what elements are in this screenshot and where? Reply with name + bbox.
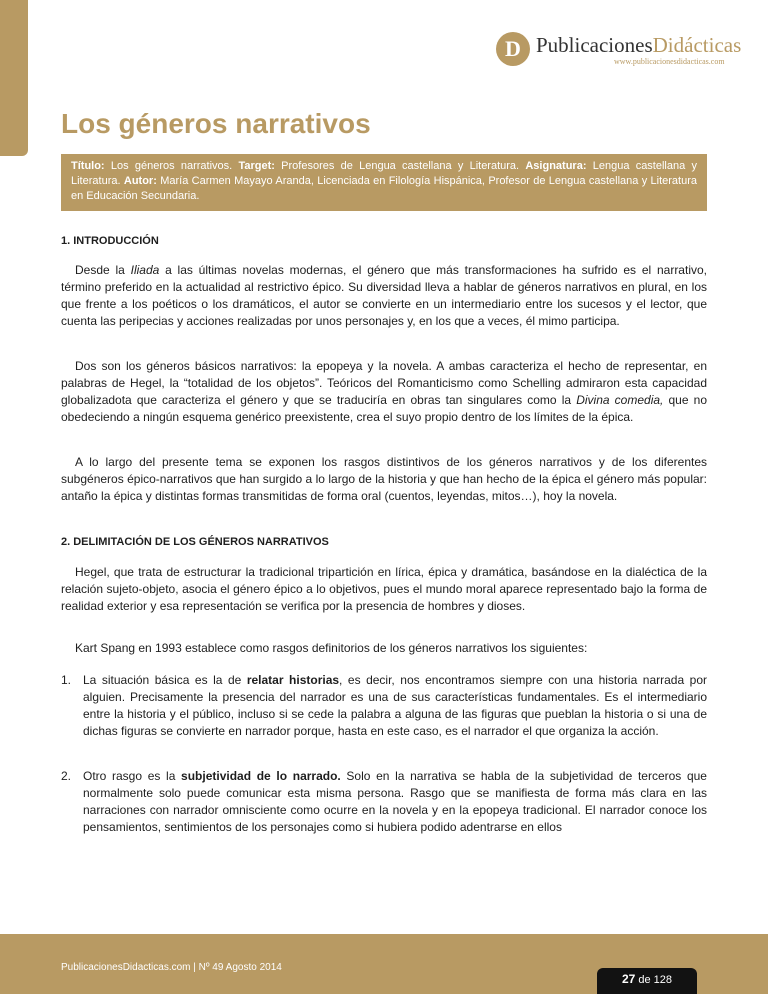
list-number: 1.: [61, 673, 72, 687]
side-tab-decoration: [0, 0, 28, 156]
list-item: [61, 768, 707, 836]
asignatura-label: Asignatura:: [525, 160, 587, 172]
publisher-logo: [496, 30, 742, 72]
target-label: Target:: [238, 160, 275, 172]
section-heading-delimitacion: 2. DELIMITACIÓN DE LOS GÉNEROS NARRATIVOS: [61, 536, 329, 548]
paragraph: Hegel, que trata de estructurar la tradicional tripartición en lírica, épica y dramática, basándose en la dialéctica de la relación sujeto-objeto, asocia el género épico a lo objetivos, pues el mundo moral aparece representado bajo la forma de realidad exterior y esa representación se verifica por la presencia de hombres y dioses.: [61, 565, 707, 613]
logo-name-main: Publicaciones: [536, 33, 653, 57]
article-meta-box: [61, 154, 707, 211]
logo-mark-icon: D: [496, 32, 530, 66]
titulo-label: Título:: [71, 160, 105, 172]
logo-name: [536, 33, 741, 58]
list-number: 2.: [61, 769, 72, 783]
page-separator: de: [635, 974, 654, 986]
logo-name-accent: Didácticas: [652, 33, 742, 57]
target-value: Profesores de Lengua castellana y Literatura.: [281, 160, 520, 172]
list-text: La situación básica es la de relatar historias, es decir, nos encontramos siempre con una historia narrada por alguien. Precisamente la presencia del narrador es una de sus características fundamentales. Es el intermediario entre la historia y el público, incluso si se cede la palabra a alguna de las figuras que pueblan la historia o si una de dichas figuras se convierte en narrador porque, hasta en este caso, es el narrador el que organiza la acción.: [83, 673, 707, 738]
section-heading-introduccion: 1. INTRODUCCIÓN: [61, 235, 159, 247]
asignatura-value: Lengua castellana y Literatura.: [71, 160, 697, 187]
list-item: [61, 672, 707, 740]
paragraph: Kart Spang en 1993 establece como rasgos definitorios de los géneros narrativos los siguientes:: [75, 641, 588, 655]
page-total: 128: [653, 974, 673, 986]
paragraph: Dos son los géneros básicos narrativos: la epopeya y la novela. A ambas caracteriza el hecho de representar, en palabras de Hegel, la “totalidad de los objetos”. Teóricos del Romanticismo como Schelling admiraron esta capacidad globalizadota que caracteriza el género y que se traduciría en obras tan singulares como la Divina comedia, que no obedeciendo a ningún esquema genérico preexistente, crea el suyo propio dentro de los límites de la épica.: [61, 359, 707, 424]
page-title: Los géneros narrativos: [61, 108, 371, 139]
logo-url: www.publicacionesdidacticas.com: [614, 57, 725, 66]
paragraph: Desde la Iliada a las últimas novelas modernas, el género que más transformaciones ha sufrido es el narrativo, término preferido en la actualidad al restrictivo épico. Su diversidad lleva a hablar de géneros narrativos en plural, en los que frente a los poéticos o los dramáticos, el autor se convierte en un intermediario entre los sucesos y el lector, que cuenta las peripecias y acciones realizadas por unos personajes y, en los que a veces, él mimo participa.: [61, 263, 707, 328]
page-current: 27: [621, 972, 636, 986]
paragraph: A lo largo del presente tema se exponen los rasgos distintivos de los géneros narrativos y de los diferentes subgéneros épico-narrativos que han surgido a lo largo de la historia y que han hecho de la épica el género más popular: antaño la épica y distintas formas transmitidas de forma oral (cuentos, leyendas, mitos…), hoy la novela.: [61, 455, 707, 503]
list-text: Otro rasgo es la subjetividad de lo narrado. Solo en la narrativa se habla de la subjetividad de terceros que normalmente solo puede comunicar esta misma persona. Rasgo que se manifiesta de forma más clara en las narraciones con narrador omnisciente como ocurre en la novela y en la epopeya tradicional. El narrador conoce los pensamientos, sentimientos de los personajes como si hubiera podido adentrarse en ellos: [83, 769, 707, 834]
titulo-value: Los géneros narrativos.: [110, 160, 233, 172]
autor-value: María Carmen Mayayo Aranda, Licenciada en Filología Hispánica, Profesor de Lengua castellana y Literatura en Educación Secundaria.: [71, 175, 697, 202]
footer-text: PublicacionesDidacticas.com | Nº 49 Agosto 2014: [61, 962, 282, 973]
autor-label: Autor:: [123, 175, 157, 187]
page-number-box: [597, 968, 697, 994]
